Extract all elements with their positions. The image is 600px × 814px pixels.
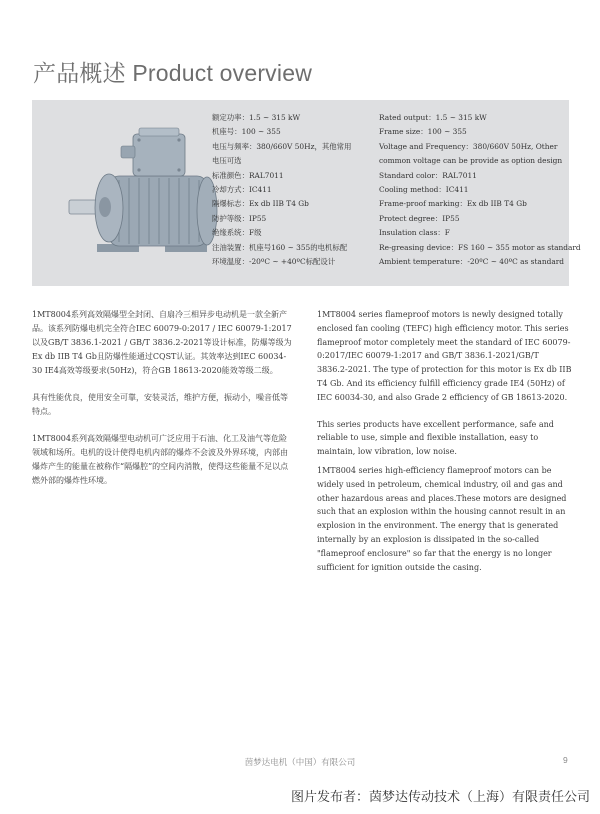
spec-item: Re-greasing device：FS 160 ~ 355 motor as standard xyxy=(379,242,581,252)
spec-item: 电压与频率：380/660V 50Hz，其他常用 xyxy=(212,141,352,151)
footer-company: 茵梦达电机（中国）有限公司 xyxy=(244,758,356,768)
spec-item: common voltage can be provide as option design xyxy=(379,156,563,166)
paragraph: 具有性能优良，使用安全可靠，安装灵活，维护方便，振动小，噪音低等特点。 xyxy=(32,393,288,416)
spec-band xyxy=(32,100,581,286)
body-text-zh xyxy=(32,308,292,501)
spec-item: Insulation class：F xyxy=(379,228,450,238)
spec-item: 绝缘系统：F级 xyxy=(212,228,262,238)
paragraph: This series products have excellent performance, safe and reliable to use, simple and flexible installation, easy to maintain, low vibration, low noise. xyxy=(317,419,554,457)
spec-item: Protect degree：IP55 xyxy=(379,213,460,223)
spec-item: 注油装置：机座号160 ~ 355的电机标配 xyxy=(212,242,348,252)
spec-item: 标准颜色：RAL7011 xyxy=(212,170,284,180)
paragraph: 1MT8004 series high-efficiency flameproof motors can be widely used in petroleum, chemical industry, oil and gas and other hazardous areas and places.These motors are designed such that an explosion within the housing cannot result in an explosion in the environment. The energy that is generated internally by an explosion is dissipated in the so-called "flameproof enclosure" so far that the energy is no longer sufficient for ignition outside the casing. xyxy=(317,465,567,572)
paragraph: 1MT8004 series flameproof motors is newly designed totally enclosed fan cooling (TEFC) high efficiency motor. This series flameproof motor completely meet the standard of IEC 60079-0:2017/IEC 60079-1:2017 and GB/T 3836.1-2021/GB/T 3836.2-2021. The type of protection for this motor is Ex db IIB T4 Gb. And its efficiency fulfill efficiency grade IE4 (50Hz) of IEC 60034-30, and also Grade 2 efficiency of GB 18613-2020. xyxy=(317,310,572,402)
page-title: 产品概述 Product overview xyxy=(33,60,312,86)
spec-item: Cooling method：IC411 xyxy=(379,185,469,195)
spec-item: 额定功率：1.5 ~ 315 kW xyxy=(212,113,301,122)
spec-item: 环境温度：-20ºC ~ +40ºC标配设计 xyxy=(212,257,336,267)
paragraph: 1MT8004系列高效隔爆型全封闭、自扇冷三相异步电动机是一款全新产品。该系列防爆电机完全符合IEC 60079-0:2017 / IEC 60079-1:2017以及GB/T 3836.1-2021 / GB/T 3836.2-2021等设计标准，防爆等级为 Ex db IIB T4 Gb且防爆性能通过CQST认证。其效率达到IEC 60034-30 IE4高效等级要求(50Hz)，符合GB 18613-2020能效等级二级。 xyxy=(32,310,292,375)
paragraph: 1MT8004系列高效隔爆型电动机可广泛应用于石油、化工及油气等危险领域和场所。电机的设计使得电机内部的爆炸不会波及外界环境，内部由爆炸产生的能量在被称作“隔爆腔”的空间内消散，使得这些能量不足以点燃外部的爆炸性环境。 xyxy=(32,434,289,485)
spec-item: Standard color：RAL7011 xyxy=(379,170,477,180)
spec-list-en xyxy=(379,111,581,269)
spec-item: 机座号：100 ~ 355 xyxy=(212,127,281,137)
spec-list-zh xyxy=(212,111,382,269)
body-text-en xyxy=(317,308,572,587)
spec-item: Frame-proof marking：Ex db IIB T4 Gb xyxy=(379,199,527,209)
motor-illustration xyxy=(67,120,222,260)
spec-item: 冷却方式：IC411 xyxy=(212,185,272,195)
spec-item: Ambient temperature：-20ºC ~ 40ºC as standard xyxy=(379,257,565,267)
spec-item: 电压可选 xyxy=(212,156,242,166)
spec-item: 隔爆标志：Ex db IIB T4 Gb xyxy=(212,199,309,209)
page-number: 9 xyxy=(563,755,568,765)
spec-item: 防护等级：IP55 xyxy=(212,213,267,223)
publisher-watermark: 图片发布者：茵梦达传动技术（上海）有限责任公司 xyxy=(290,790,590,805)
spec-item: Rated output：1.5 ~ 315 kW xyxy=(379,113,487,122)
spec-item: Voltage and Frequency：380/660V 50Hz, Other xyxy=(379,141,558,151)
spec-item: Frame size：100 ~ 355 xyxy=(379,127,467,137)
